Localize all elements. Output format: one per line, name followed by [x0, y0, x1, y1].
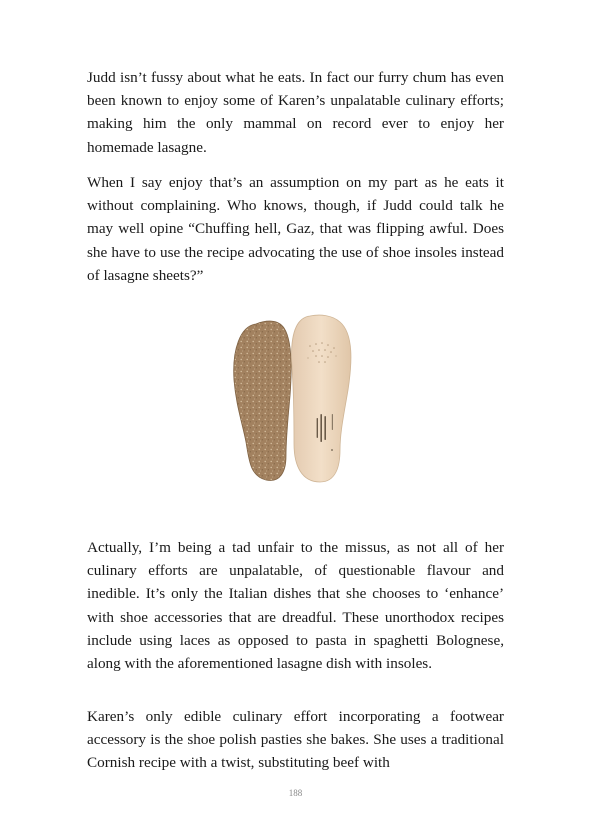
page-number: 188	[288, 788, 303, 798]
paragraph-1: Judd isn’t fussy about what he eats. In fact our furry chum has even been known to enjoy some of Karen’s unpalatable culinary efforts; making him the only mammal on record ever to enjoy her homemade lasagne.	[87, 69, 504, 156]
cork-insole	[234, 321, 291, 480]
paragraph-2: When I say enjoy that’s an assumption on my part as he eats it without complaining. Who knows, though, if Judd could talk he may well opine “Chuffing hell, Gaz, that was flipping awful. Does she have to use the recipe advocating the use of shoe insoles instead of lasagne sheets?”	[87, 174, 504, 284]
paragraph-3: Actually, I’m being a tad unfair to the missus, as not all of her culinary efforts are unpalatable, of questionable flavour and inedible. It’s only the Italian dishes that she chooses to ‘enhance’ with shoe accessories that are dreadful. These unorthodox recipes include using laces as opposed to pasta in spaghetti Bolognese, along with the aforementioned lasagne dish with insoles.	[87, 539, 504, 673]
insoles-image	[228, 310, 358, 486]
size-print	[332, 414, 333, 430]
paragraph-4: Karen’s only edible culinary effort incorporating a footwear accessory is the shoe polish pasties she bakes. She uses a traditional Cornish recipe with a twist, substituting beef with	[87, 708, 504, 772]
leather-insole	[292, 315, 351, 482]
